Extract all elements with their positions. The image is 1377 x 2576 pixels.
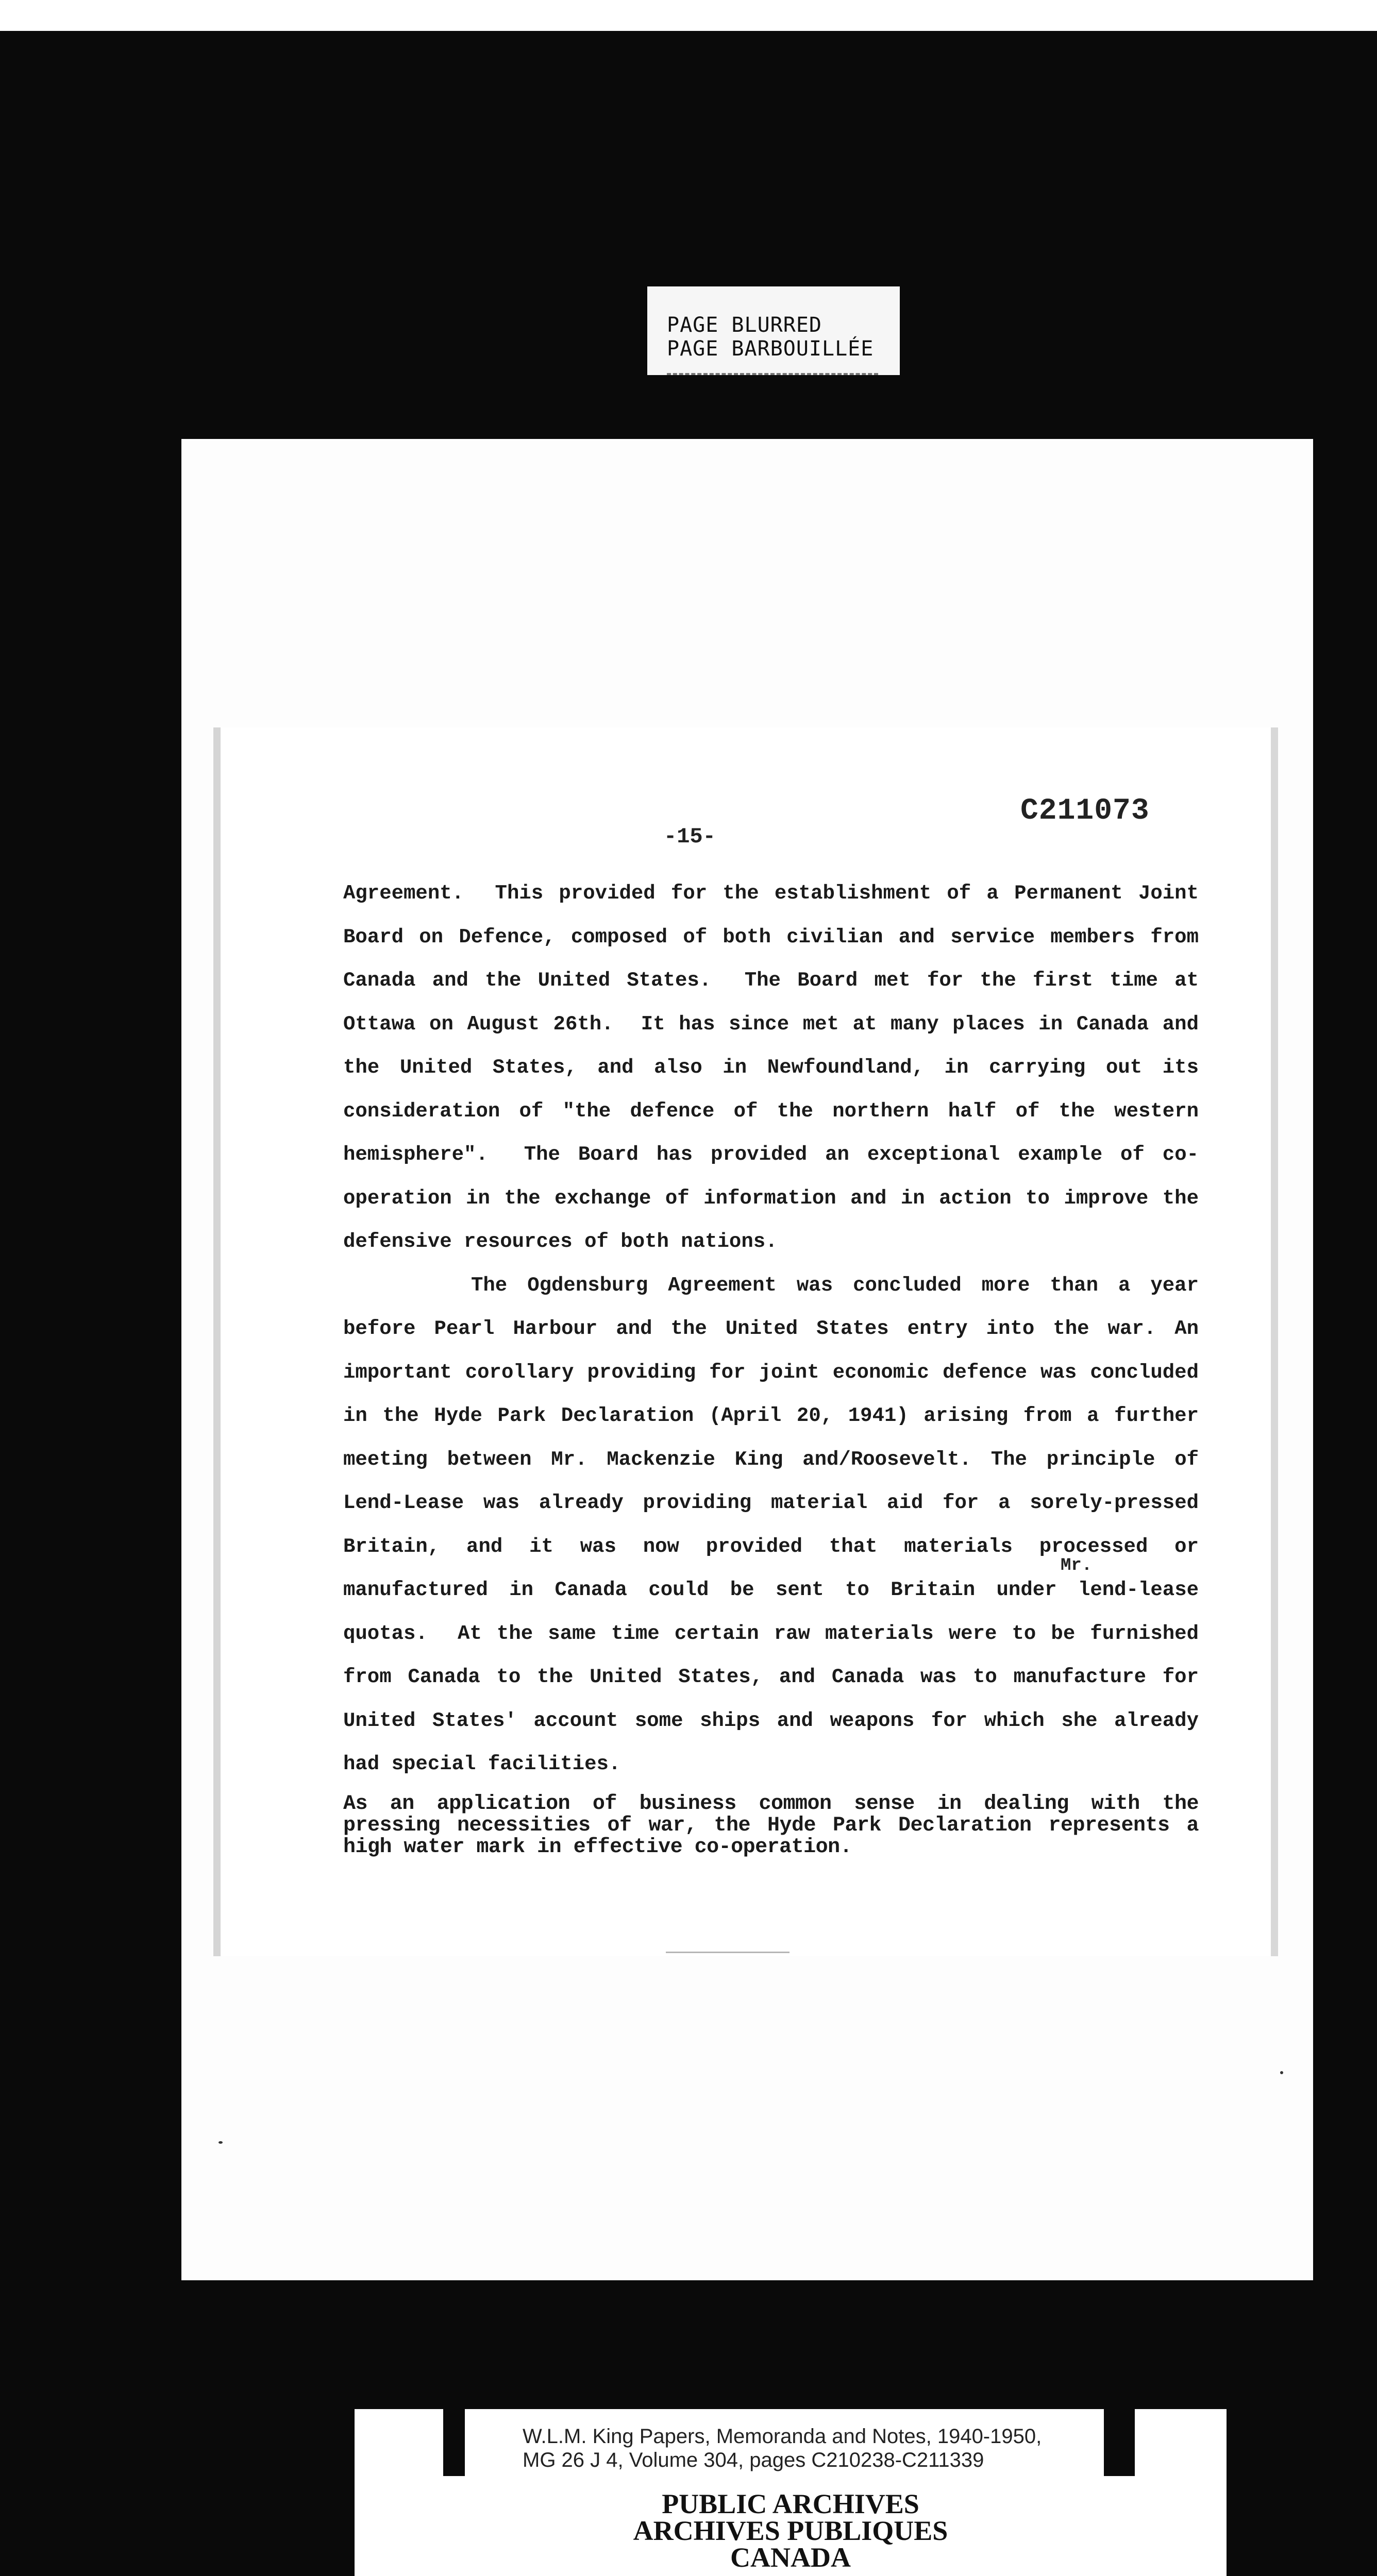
handwritten-insert: Mr. <box>1061 1556 1093 1575</box>
archive-footer-label <box>355 2409 1227 2576</box>
dust-speck <box>1280 2071 1283 2074</box>
label-dashed-edge <box>667 370 878 375</box>
film-top-edge <box>0 0 1377 31</box>
blur-label-french: PAGE BARBOUILLÉE <box>667 337 874 361</box>
page-blurred-label <box>647 286 900 375</box>
archives-country: CANADA <box>730 2542 851 2573</box>
blur-label-english: PAGE BLURRED <box>667 313 822 337</box>
paragraph-conclusion: As an application of business common sense in dealing with the pressing necessities of war, the Hyde Park Declaration represents a high water mark in effective co-operation. <box>343 1792 1211 1859</box>
reference-line: MG 26 J 4, Volume 304, pages C210238-C211339 <box>523 2449 984 2471</box>
reference-line: W.L.M. King Papers, Memoranda and Notes, 1940-1950, <box>523 2425 1042 2448</box>
page-bottom-mark <box>666 1952 790 1953</box>
paragraph-ogdensburg-board: Agreement. This provided for the establishment of a Permanent Joint Board on Defence, composed of both civilian and service members from Canada and the United States. The Board met for the first time at Ottawa on August 26th. It has since met at many places in Canada and the United States, and also in Newfoundland, in carrying out its consideration of "the defence of the northern half of the western hemisphere". The Board has provided an exceptional example of co-operation in the exchange of information and in action to improve the defensive resources of both nations. <box>343 882 1211 1253</box>
label-notch <box>443 2409 465 2476</box>
page-number: -15- <box>664 824 716 849</box>
archives-title <box>355 2490 1227 2571</box>
scanned-page <box>181 439 1313 2280</box>
paragraph-hyde-park: The Ogdensburg Agreement was concluded more than a year before Pearl Harbour and the United States entry into the war. An important corollary providing for joint economic defence was concluded in the Hyde Park Declaration (April 20, 1941) arising from a further meeting between Mr. Mackenzie King and/Roosevelt. The principle of Lend-Lease was already providing material aid for a sorely-pressed Britain, and it was now provided that materials processed or manufactured in Canada could be sent to Britain under lend-lease quotas. At the same time certain raw materials were to be furnished from Canada to the United States, and Canada was to manufacture for United States' account some ships and weapons for which she already had special facilities. <box>343 1274 1211 1775</box>
archives-english: PUBLIC ARCHIVES <box>662 2488 919 2519</box>
typed-document <box>213 727 1278 1956</box>
document-body <box>343 872 1211 1859</box>
dust-speck <box>219 2141 223 2144</box>
archives-french: ARCHIVES PUBLIQUES <box>633 2515 948 2546</box>
document-stamp-number: C211073 <box>1020 794 1150 828</box>
label-notch <box>1104 2409 1135 2476</box>
collection-reference <box>523 2425 1089 2472</box>
